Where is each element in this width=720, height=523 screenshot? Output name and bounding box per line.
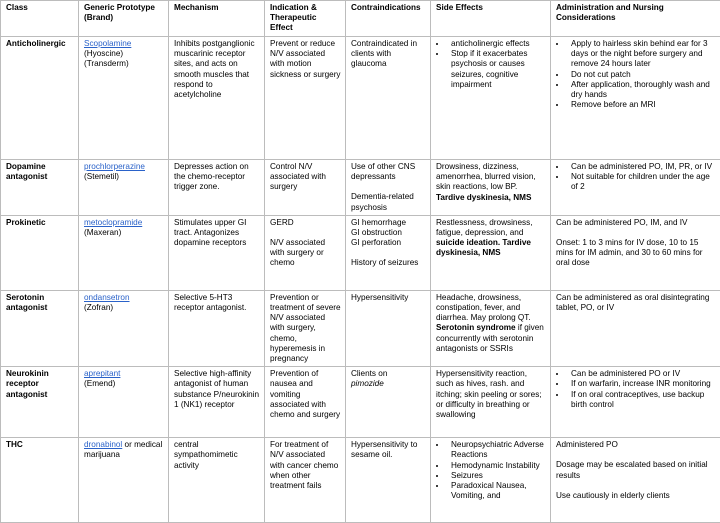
side-effects-cell [431,438,551,523]
prototype-cell [79,215,169,290]
administration-cell [551,438,720,523]
administration-cell [551,37,720,160]
indication-cell: Prevent or reduce N/V associated with motion sickness or surgery [265,37,346,160]
header-side-effects: Side Effects [431,1,551,37]
administration-cell [551,160,720,216]
contraindication-cell: Contraindicated in clients with glaucoma [346,37,431,160]
table-row [1,37,720,160]
list-item: • Hemodynamic Instability [447,461,546,471]
administration-cell [551,367,720,438]
contraindication-text: History of seizures [351,258,426,268]
side-effects-warning: Tardive dyskinesia, NMS [436,193,531,202]
administration-text: Can be administered PO, IM, and IV [556,218,716,228]
contraindication-text: Clients on [351,369,387,378]
side-effects-cell [431,37,551,160]
list-item: • Seizures [447,471,546,481]
brand-name: (Emend) [84,379,115,388]
indication-text: GERD [270,218,341,228]
prototype-cell [79,160,169,216]
table-row [1,367,720,438]
prototype-cell [79,367,169,438]
class-cell: Dopamine antagonist [1,160,79,216]
contraindication-text: GI obstruction [351,228,426,238]
side-effects-text: Headache, drowsiness, constipation, fever, and diarrhea. May prolong QT. [436,293,531,322]
class-cell: THC [1,438,79,523]
side-effects-text: Drowsiness, dizziness, amenorrhea, blurred vision, skin reactions, low BP. [436,162,536,191]
list-item: • Can be administered PO, IM, PR, or IV [567,162,716,172]
header-contraindications: Contraindications [346,1,431,37]
side-effects-cell: Hypersensitivity reaction, such as hives, rash. and itching; skin peeling or sores; or difficulty in breathing or swallowing [431,367,551,438]
indication-cell: Control N/V associated with surgery [265,160,346,216]
side-effects-text: Restlessness, drowsiness, fatigue, depression, and [436,218,532,237]
list-item: • After application, thoroughly wash and dry hands [567,80,716,100]
prototype-cell [79,290,169,366]
contraindication-cell [346,160,431,216]
drug-link[interactable]: prochlorperazine [84,162,145,171]
list-item: • Apply to hairless skin behind ear for 3 days or the night before surgery and remove 24 hours later [567,39,716,70]
mechanism-cell: Stimulates upper GI tract. Antagonizes dopamine receptors [169,215,265,290]
header-administration: Administration and Nursing Considerations [551,1,720,37]
prototype-cell [79,438,169,523]
drug-link[interactable]: dronabinol [84,440,122,449]
indication-text: N/V associated with surgery or chemo [270,238,341,269]
side-effects-warning: suicide ideation. Tardive dyskinesia, NMS [436,238,531,257]
mechanism-cell: Selective high-affinity antagonist of human substance P/neurokinin 1 (NK1) receptor [169,367,265,438]
drug-link[interactable]: Scopolamine [84,39,131,48]
list-item: • If on oral contraceptives, use backup birth control [567,390,716,410]
list-item: • Do not cut patch [567,70,716,80]
header-mechanism: Mechanism [169,1,265,37]
administration-text: Use cautiously in elderly clients [556,491,716,501]
list-item: • anticholinergic effects [447,39,546,49]
mechanism-cell: Depresses action on the chemo-receptor trigger zone. [169,160,265,216]
class-cell: Anticholinergic [1,37,79,160]
list-item: • Paradoxical Nausea, Vomiting, and [447,481,546,501]
side-effects-cell [431,290,551,366]
class-cell: Serotonin antagonist [1,290,79,366]
brand-name: (Zofran) [84,303,113,312]
brand-name: (Stemetil) [84,172,119,181]
contraindication-drug: pimozide [351,379,384,388]
list-item: • Not suitable for children under the age of 2 [567,172,716,192]
prototype-suffix: or medical marijuana [84,440,162,459]
header-prototype: Generic Prototype (Brand) [79,1,169,37]
side-effects-warning: Serotonin syndrome [436,323,516,332]
contraindication-cell [346,215,431,290]
side-effects-cell [431,215,551,290]
administration-text: Onset: 1 to 3 mins for IV dose, 10 to 15 mins for IM admin, and 30 to 60 mins for oral dose [556,238,716,269]
list-item: • Stop if it exacerbates psychosis or causes seizures, cognitive impairment [447,49,546,90]
mechanism-cell: Selective 5-HT3 receptor antagonist. [169,290,265,366]
table-row [1,438,720,523]
list-item: • Neuropsychiatric Adverse Reactions [447,440,546,460]
indication-cell: For treatment of N/V associated with cancer chemo when other treatment fails [265,438,346,523]
administration-cell [551,215,720,290]
list-item: • If on warfarin, increase INR monitoring [567,379,716,389]
mechanism-cell: Inhibits postganglionic muscarinic receptor sites, and acts on smooth muscles that respond to acetylcholine [169,37,265,160]
table-row [1,215,720,290]
contraindication-text: GI perforation [351,238,426,248]
side-effects-text: if given concurrently with serotonin antagonists or SSRIs [436,323,544,352]
administration-text: Administered PO [556,440,716,450]
indication-cell: Prevention of nausea and vomiting associated with chemo and surgery [265,367,346,438]
drug-link[interactable]: ondansetron [84,293,130,302]
header-row [1,1,720,37]
contraindication-text: Use of other CNS depressants [351,162,426,182]
brand-name: (Transderm) [84,59,129,68]
administration-cell: Can be administered as oral disintegrating tablet, PO, or IV [551,290,720,366]
brand-name: (Hyoscine) [84,49,123,58]
contraindication-cell: Hypersensitivity to sesame oil. [346,438,431,523]
contraindication-text: Dementia-related psychosis [351,192,426,212]
contraindication-cell: Hypersensitivity [346,290,431,366]
indication-cell [265,215,346,290]
administration-text: Dosage may be escalated based on initial results [556,460,716,480]
drug-link[interactable]: metoclopramide [84,218,142,227]
list-item: • Can be administered PO or IV [567,369,716,379]
mechanism-cell: central sympathomimetic activity [169,438,265,523]
table-row [1,290,720,366]
header-class: Class [1,1,79,37]
header-indication: Indication & Therapeutic Effect [265,1,346,37]
list-item: • Remove before an MRI [567,100,716,110]
drug-link[interactable]: aprepitant [84,369,120,378]
contraindication-text: GI hemorrhage [351,218,426,228]
side-effects-cell [431,160,551,216]
indication-cell: Prevention or treatment of severe N/V associated with surgery, chemo, hyperemesis in pregnancy [265,290,346,366]
table-row [1,160,720,216]
brand-name: (Maxeran) [84,228,121,237]
class-cell: Prokinetic [1,215,79,290]
contraindication-cell [346,367,431,438]
prototype-cell [79,37,169,160]
class-cell: Neurokinin receptor antagonist [1,367,79,438]
